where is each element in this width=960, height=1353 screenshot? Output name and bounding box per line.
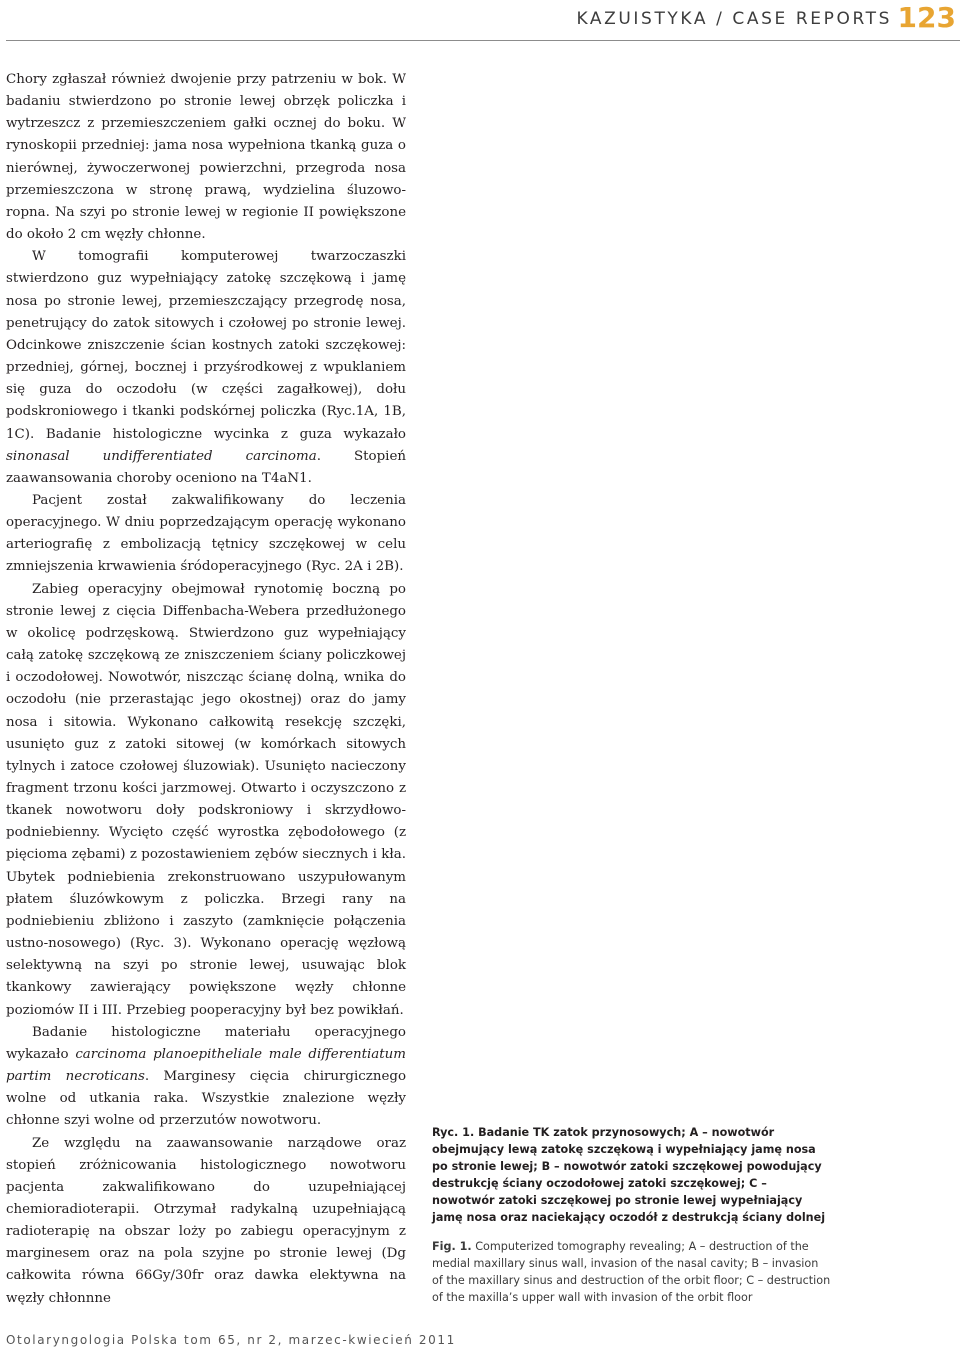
journal-footer: Otolaryngologia Polska tom 65, nr 2, marzec-kwiecień 2011 — [6, 1333, 456, 1347]
caption-english-label: Fig. 1. — [432, 1240, 472, 1253]
histology-term: carcinoma planoepitheliale male differentiatum partim necroticans — [6, 1046, 406, 1085]
paragraph-ct — [6, 246, 406, 490]
paragraph-qualification: Pacjent został zakwalifikowany do leczenia operacyjnego. W dniu poprzedzającym operację wykonano arteriografię z embolizacją tętnicy szczękowej w celu zmniejszenia krwawienia śródoperacyjnego (Ryc. 2A i 2B). — [6, 492, 406, 575]
caption-polish: Ryc. 1. Badanie TK zatok przynosowych; A – nowotwór obejmujący lewą zatokę szczękową i wypełniający jamę nosa po stronie lewej; B – nowotwór zatoki szczękowej powodujący destrukcję ściany oczodołowej zatoki szczękowej; C – nowotwór zatoki szczękowej po stronie lewej wypełniający jamę nosa oraz naciekający oczodół z destrukcją ściany dolnej — [432, 1126, 826, 1224]
caption-english-text: Computerized tomography revealing; A – destruction of the medial maxillary sinus wall, invasion of the nasal cavity; B – invasion of the maxillary sinus and destruction of the orbit floor; C – destruction of the maxilla’s upper wall with invasion of the orbit floor — [432, 1240, 831, 1304]
paragraph-ct-tail: . Stopień zaawansowania choroby oceniono na T4aN1. — [6, 448, 406, 486]
paragraph-symptoms: Chory zgłaszał również dwojenie przy patrzeniu w bok. W badaniu stwierdzono po stronie lewej obrzęk policzka i wytrzeszcz z przemieszczeniem gałki ocznej do boku. W rynoskopii przedniej: jama nosa wypełniona tkanką guza o nierównej, żywoczerwonej powierzchni, przegroda nosa przemieszczona w stronę prawą, wydzielina śluzowo-ropna. Na szyi po stronie lewej w regionie II powiększone do około 2 cm węzły chłonne. — [6, 72, 406, 243]
diagnosis-term: sinonasal undifferentiated carcinoma — [6, 448, 317, 464]
paragraph-histology-text: Badanie histologiczne materiału operacyjnego wykazało — [6, 1024, 406, 1062]
paragraph-therapy: Ze względu na zaawansowanie narządowe oraz stopień zróżnicowania histologicznego nowotworu pacjenta zakwalifikowano do uzupełniającej chemioradioterapii. Otrzymał radykalną uzupełniającą radioterapię na obszar loży po zabiegu operacyjnym z marginesem oraz na pola szyjne po stronie lewej (Dg całkowita równa 66Gy/30fr oraz dawka elektywna na węzły chłonnne — [6, 1135, 406, 1306]
article-body — [6, 69, 406, 1310]
figure-caption — [432, 1124, 832, 1306]
page-header — [6, 0, 960, 41]
paragraph-histology — [6, 1022, 406, 1133]
running-head: KAZUISTYKA / CASE REPORTS — [576, 9, 892, 29]
page-number: 123 — [897, 1, 956, 34]
paragraph-ct-text: W tomografii komputerowej twarzoczaszki stwierdzono guz wypełniający zatokę szczękową i jamę nosa po stronie lewej, przemieszczający przegrodę nosa, penetrujący do zatok sitowych i czołowej po stronie lewej. Odcinkowe zniszczenie ścian kostnych zatoki szczękowej: przedniej, górnej, bocznej i przyśrodkowej z wpuklaniem się guza do oczodołu (w części zagałkowej), dołu podskroniowego i tkanki podskórnej policzka (Ryc.1A, 1B, 1C). Badanie histologiczne wycinka z guza wykazało — [6, 249, 406, 442]
caption-english — [432, 1238, 832, 1306]
paragraph-surgery: Zabieg operacyjny obejmował rynotomię boczną po stronie lewej z cięcia Diffenbacha-Webera przedłużonego w okolicę podrzęskową. Stwierdzono guz wypełniający całą zatokę szczękową ze zniszczeniem ściany policzkowej i oczodołowej. Nowotwór, niszcząc ścianę dolną, wnika do oczodołu (nie przerastając jego okostnej) oraz do jamy nosa i sitowia. Wykonano całkowitą resekcję szczęki, usunięto guz z zatoki sitowej (w komórkach sitowych tylnych i zatoce czołowej śluzowiak). Usunięto nacieczony fragment trzonu kości jarzmowej. Otwarto i oczyszczono z tkanek nowotworu doły podskroniowy i skrzydłowo-podniebienny. Wycięto część wyrostka zębodołowego (z pięcioma zębami) z pozostawieniem zębów siecznych i kła. Ubytek podniebienia zrekonstruowano uszypułowanym płatem śluzówkowym z policzka. Brzegi rany na podniebieniu zbliżono i zaszyto (zamknięcie połączenia ustno-nosowego) (Ryc. 3). Wykonano operację węzłową selektywną na szyi po stronie lewej, usuwając blok tkankowy zawierający powiększone węzły chłonne poziomów II i III. Przebieg pooperacyjny był bez powikłań. — [6, 581, 406, 1018]
paragraph-histology-tail: . Marginesy cięcia chirurgicznego wolne od utkania raka. Wszystkie znalezione węzły chłonne szyi wolne od przerzutów nowotworu. — [6, 1069, 407, 1129]
